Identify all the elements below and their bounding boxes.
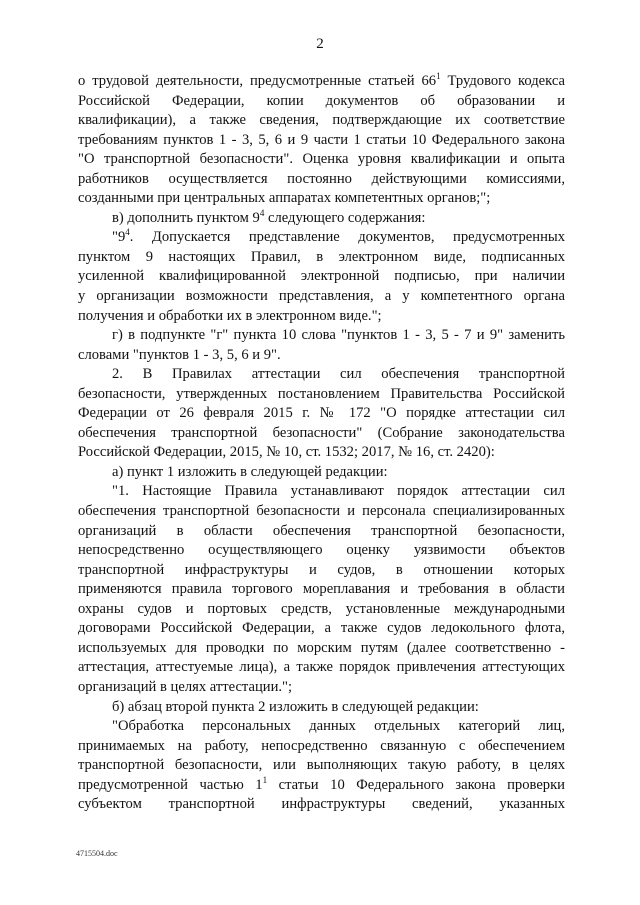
text-line xyxy=(78,639,565,659)
text-segment: принимаемых на работу, непосредственно связанную с обеспечением xyxy=(78,737,565,754)
text-segment: о трудовой деятельности, предусмотренные статьей 66 xyxy=(78,73,437,89)
text-segment: "1. Настоящие Правила устанавливают порядок аттестации сил xyxy=(112,483,565,500)
text-line xyxy=(78,541,565,561)
text-segment: транспортной инфраструктуры и судов, в отношении которых xyxy=(78,561,565,578)
text-segment: обеспечения транспортной безопасности и персонала специализированных xyxy=(78,503,565,520)
document-body xyxy=(78,72,565,815)
text-line xyxy=(78,580,565,600)
text-segment: непосредственно осуществляющего оценку уязвимости объектов xyxy=(78,542,565,559)
text-segment: используемых для проводки по морским путям (далее соответственно - xyxy=(78,639,565,656)
text-segment: Федерации от 26 февраля 2015 г. № 172 "О порядке аттестации сил xyxy=(78,405,565,422)
text-line xyxy=(78,267,565,287)
text-line xyxy=(78,307,565,327)
text-line xyxy=(78,248,565,268)
text-line xyxy=(78,209,565,229)
text-line xyxy=(78,111,565,131)
text-line xyxy=(78,561,565,581)
text-line xyxy=(78,326,565,346)
text-line xyxy=(78,522,565,542)
text-line xyxy=(78,170,565,190)
text-line xyxy=(78,756,565,776)
text-line xyxy=(78,463,565,483)
superscript: 4 xyxy=(125,227,130,238)
text-line xyxy=(78,189,565,209)
text-segment: Российской Федерации, копии документов об образовании и xyxy=(78,92,565,109)
text-segment: организаций в целях аттестации."; xyxy=(78,678,293,695)
text-segment: а) пункт 1 изложить в следующей редакции: xyxy=(112,463,388,480)
text-line xyxy=(78,404,565,424)
text-segment: работников осуществляется постоянно действующими комиссиями, xyxy=(78,170,565,187)
text-line xyxy=(78,717,565,737)
text-segment: обеспечения транспортной безопасности" (Собрание законодательства xyxy=(78,424,565,441)
text-line xyxy=(78,482,565,502)
text-segment: словами "пунктов 1 - 3, 5, 6 и 9". xyxy=(78,346,281,363)
text-segment: б) абзац второй пункта 2 изложить в следующей редакции: xyxy=(112,698,479,715)
footer-file-id: 4715504.doc xyxy=(76,849,118,858)
text-segment: созданными при центральных аппаратах компетентных органов;"; xyxy=(78,190,491,207)
text-segment: применяются правила торгового мореплавания и требования в области xyxy=(78,581,565,598)
text-segment: усиленной квалифицированной электронной подписью, при наличии xyxy=(78,268,565,285)
text-segment: у организации возможности представления, а у компетентного органа xyxy=(78,288,565,305)
text-segment: транспортной безопасности, или выполняющих такую работу, в целях xyxy=(78,757,565,774)
text-line xyxy=(78,365,565,385)
text-segment: пунктом 9 настоящих Правил, в электронном виде, подписанных xyxy=(78,248,565,265)
text-line xyxy=(78,385,565,405)
text-segment: "О транспортной безопасности". Оценка уровня квалификации и опыта xyxy=(78,151,565,168)
text-segment: Трудового кодекса xyxy=(440,73,565,89)
text-line xyxy=(78,698,565,718)
text-line xyxy=(78,228,565,248)
text-line xyxy=(78,600,565,620)
text-segment: договорами Российской Федерации, а также судов ледокольного флота, xyxy=(78,620,565,637)
superscript: 4 xyxy=(259,207,265,218)
text-line xyxy=(78,150,565,170)
text-segment: следующего содержания: xyxy=(264,209,426,226)
text-segment: Российской Федерации, 2015, № 10, ст. 1532; 2017, № 16, ст. 2420): xyxy=(78,444,495,461)
text-line xyxy=(78,72,565,92)
text-line xyxy=(78,346,565,366)
page-number: 2 xyxy=(316,36,324,52)
text-segment: охраны судов и портовых средств, установленные международными xyxy=(78,600,565,617)
text-line xyxy=(78,795,565,815)
text-segment: организаций в области обеспечения транспортной безопасности, xyxy=(78,522,565,539)
text-line xyxy=(78,131,565,151)
text-segment: субъектом транспортной инфраструктуры сведений, указанных xyxy=(78,796,565,813)
text-line xyxy=(78,658,565,678)
text-line xyxy=(78,737,565,757)
text-segment: "9 xyxy=(112,229,126,246)
text-segment: аттестация, аттестуемые лица), а также порядок привлечения аттестующих xyxy=(78,659,565,676)
text-line xyxy=(78,619,565,639)
text-line xyxy=(78,776,565,796)
text-line xyxy=(78,92,565,112)
superscript: 1 xyxy=(262,774,268,785)
text-segment: требованиям пунктов 1 - 3, 5, 6 и 9 части 1 статьи 10 Федерального закона xyxy=(78,131,565,148)
text-segment: "Обработка персональных данных отдельных категорий лиц, xyxy=(112,718,565,735)
text-line xyxy=(78,678,565,698)
text-segment: предусмотренной частью 1 xyxy=(78,776,263,793)
superscript: 1 xyxy=(436,71,441,81)
text-line xyxy=(78,424,565,444)
text-segment: г) в подпункте "г" пункта 10 слова "пунктов 1 - 3, 5 - 7 и 9" заменить xyxy=(112,327,565,344)
text-segment: получения и обработки их в электронном виде."; xyxy=(78,307,382,324)
text-segment: квалификации), а также сведения, подтверждающие их соответствие xyxy=(78,112,565,129)
text-segment: в) дополнить пунктом 9 xyxy=(112,209,260,226)
text-segment: . Допускается представление документов, предусмотренных xyxy=(129,229,565,246)
text-segment: 2. В Правилах аттестации сил обеспечения транспортной xyxy=(112,366,565,383)
text-line xyxy=(78,443,565,463)
text-line xyxy=(78,287,565,307)
text-segment: статьи 10 Федерального закона проверки xyxy=(267,776,565,793)
text-segment: безопасности, утвержденных постановлением Правительства Российской xyxy=(78,385,565,402)
text-line xyxy=(78,502,565,522)
